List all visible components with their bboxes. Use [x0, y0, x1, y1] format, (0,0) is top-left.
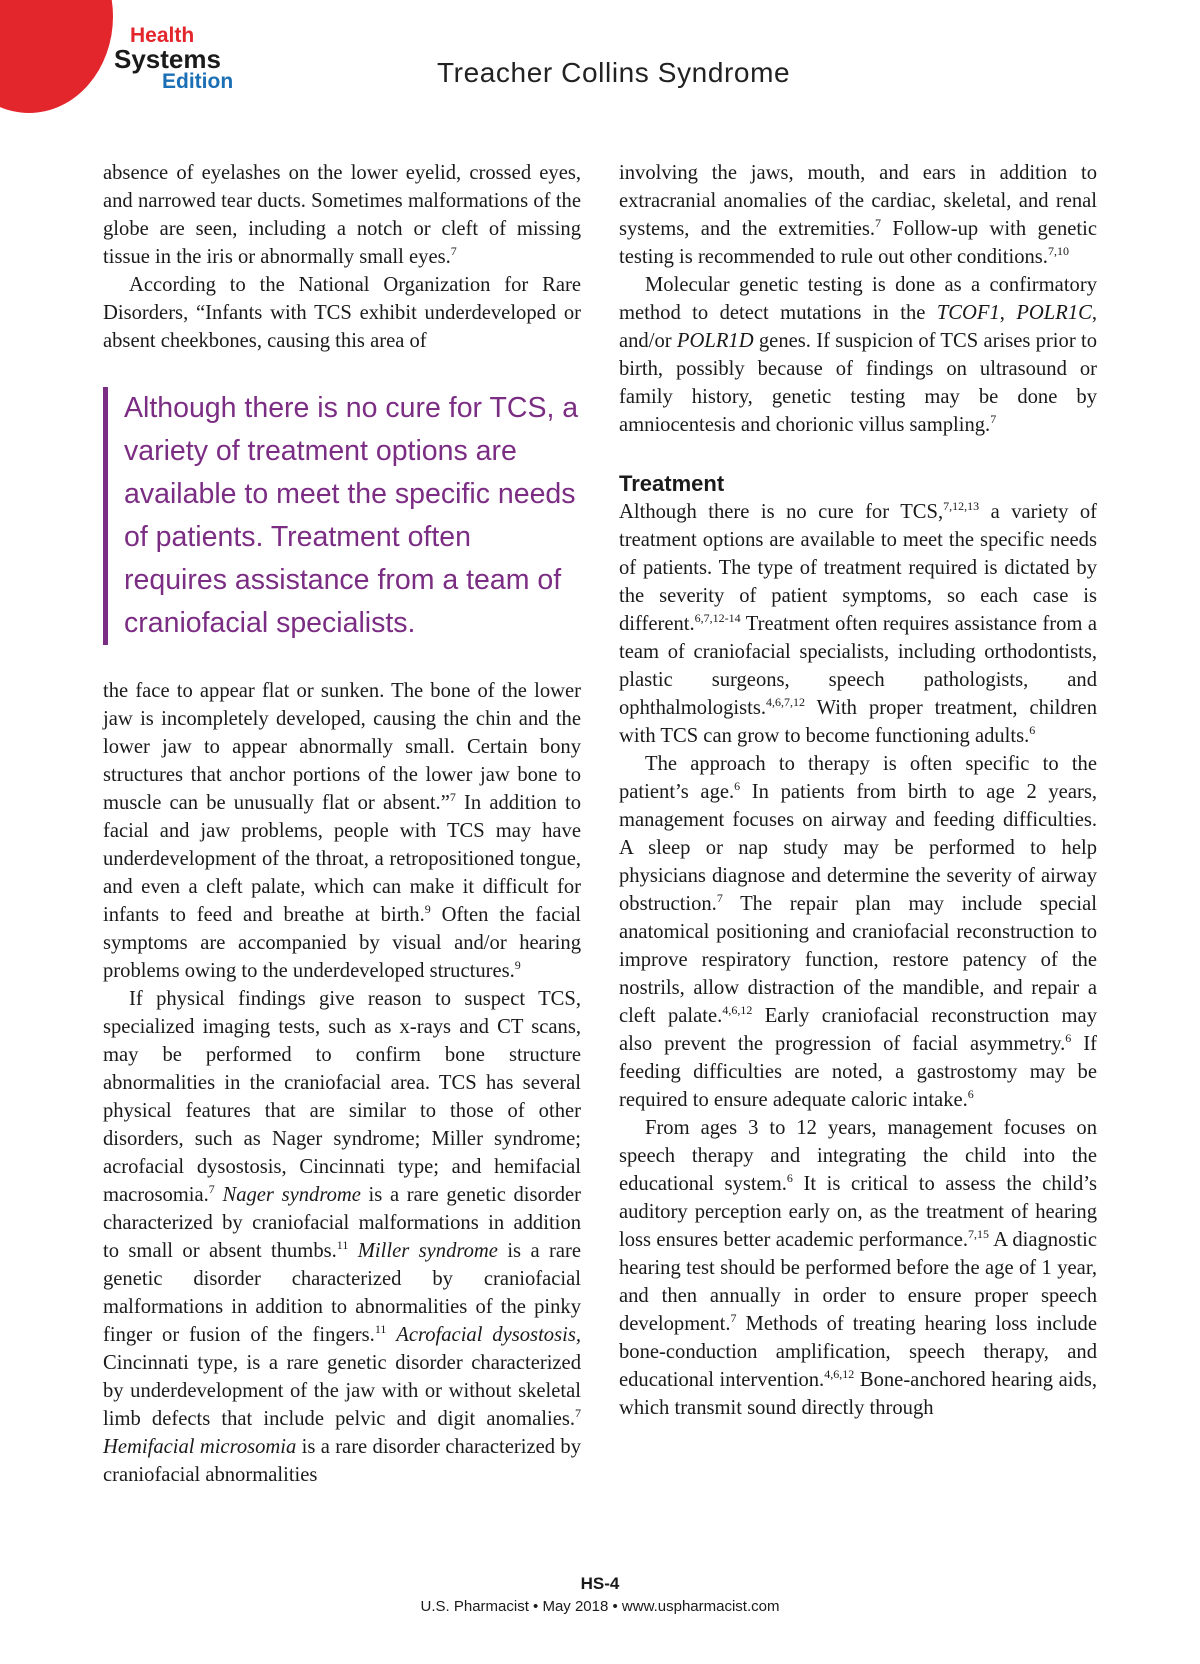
- section-heading-treatment: Treatment: [619, 471, 725, 496]
- pull-quote: Although there is no cure for TCS, a variety of treatment options are available to meet the specific needs of patients. Treatment often requires assistance from a team of craniofacial specialists.: [103, 387, 581, 645]
- brand-systems: Systems: [114, 43, 221, 74]
- paragraph: the face to appear flat or sunken. The bone of the lower jaw is incompletely developed, causing the chin and the lower jaw to appear abnormally small. Certain bony structures that anchor portions of the lower jaw bone to muscle can be unusually flat or absent.”$^7$ In addition to facial and jaw problems, people with TCS may have underdevelopment of the throat, a retropositioned tongue, and even a cleft palate, which can make it difficult for infants to feed and breathe at birth.$^9$ Often the facial symptoms are accompanied by visual and/or hearing problems owing to the underdeveloped structures.$^9$: [103, 680, 581, 982]
- page-title: Treacher Collins Syndrome: [437, 57, 791, 88]
- paragraph: absence of eyelashes on the lower eyelid, crossed eyes, and narrowed tear ducts. Sometimes malformations of the globe are seen, including a notch or cleft of missing tissue in the iris or abnormally small eyes.$^7$: [103, 162, 581, 268]
- right-column: [619, 159, 1097, 1422]
- paragraph: Molecular genetic testing is done as a confirmatory method to detect mutations in the TCOF1, POLR1C, and/or POLR1D genes. If suspicion of TCS arises prior to birth, possibly because of findings on ultrasound or family history, genetic testing may be done by amniocentesis and chorionic villus sampling.$^7$: [619, 274, 1098, 436]
- footer-citation: U.S. Pharmacist • May 2018 • www.uspharmacist.com: [420, 1598, 780, 1615]
- paragraph: If physical findings give reason to suspect TCS, specialized imaging tests, such as x-rays and CT scans, may be performed to confirm bone structure abnormalities in the craniofacial area. TCS has several physical features that are similar to those of other disorders, such as Nager syndrome; Miller syndrome; acrofacial dysostosis, Cincinnati type; and hemifacial macrosomia.$^7$ Nager syndrome is a rare genetic disorder characterized by craniofacial malformations in addition to small or absent thumbs.$^{11}$ Miller syndrome is a rare genetic disorder characterized by craniofacial malformations in addition to abnormalities of the pinky finger or fusion of the fingers.$^{11}$ Acrofacial dysostosis, Cincinnati type, is a rare genetic disorder characterized by underdevelopment of the jaw with or without skeletal limb defects that include pelvic and digit anomalies.$^7$ Hemifacial microsomia is a rare disorder characterized by craniofacial abnormalities: [103, 988, 582, 1486]
- paragraph: According to the National Organization for Rare Disorders, “Infants with TCS exhibit underdeveloped or absent cheekbones, causing this area of: [103, 274, 581, 352]
- left-column: [103, 159, 581, 1489]
- paragraph: involving the jaws, mouth, and ears in addition to extracranial anomalies of the cardiac, skeletal, and renal systems, and the extremities.$^7$ Follow-up with genetic testing is recommended to rule out other conditions.$^{7,10}$: [619, 162, 1097, 268]
- page-number: HS-4: [580, 1574, 620, 1593]
- brand-logo: [114, 26, 233, 93]
- brand-edition: Edition: [162, 70, 234, 94]
- brand-red-circle: [0, 0, 113, 113]
- paragraph: The approach to therapy is often specific to the patient’s age.$^6$ In patients from birth to age 2 years, management focuses on airway and feeding difficulties. A sleep or nap study may be performed to help physicians diagnose and determine the severity of airway obstruction.$^7$ The repair plan may include special anatomical positioning and craniofacial reconstruction to improve respiratory function, restore patency of the nostrils, allow distraction of the mandible, and repair a cleft palate.$^{4,6,12}$ Early craniofacial reconstruction may also prevent the progression of facial asymmetry.$^6$ If feeding difficulties are noted, a gastrostomy may be required to ensure adequate caloric intake.$^6$: [619, 753, 1097, 1111]
- brand-health: Health: [130, 24, 195, 47]
- paragraph: From ages 3 to 12 years, management focuses on speech therapy and integrating the child into the educational system.$^6$ It is critical to assess the child’s auditory perception early on, as the treatment of hearing loss ensures better academic performance.$^{7,15}$ A diagnostic hearing test should be performed before the age of 1 year, and then annually in order to ensure proper speech development.$^7$ Methods of treating hearing loss include bone-conduction amplification, speech therapy, and educational intervention.$^{4,6,12}$ Bone-anchored hearing aids, which transmit sound directly through: [619, 1117, 1098, 1419]
- paragraph: Although there is no cure for TCS,$^{7,12,13}$ a variety of treatment options are available to meet the specific needs of patients. The type of treatment required is dictated by the severity of patient symptoms, so each case is different.$^{6,7,12-14}$ Treatment often requires assistance from a team of craniofacial specialists, including orthodontists, plastic surgeons, speech pathologists, and ophthalmologists.$^{4,6,7,12}$ With proper treatment, children with TCS can grow to become functioning adults.$^6$: [619, 499, 1097, 747]
